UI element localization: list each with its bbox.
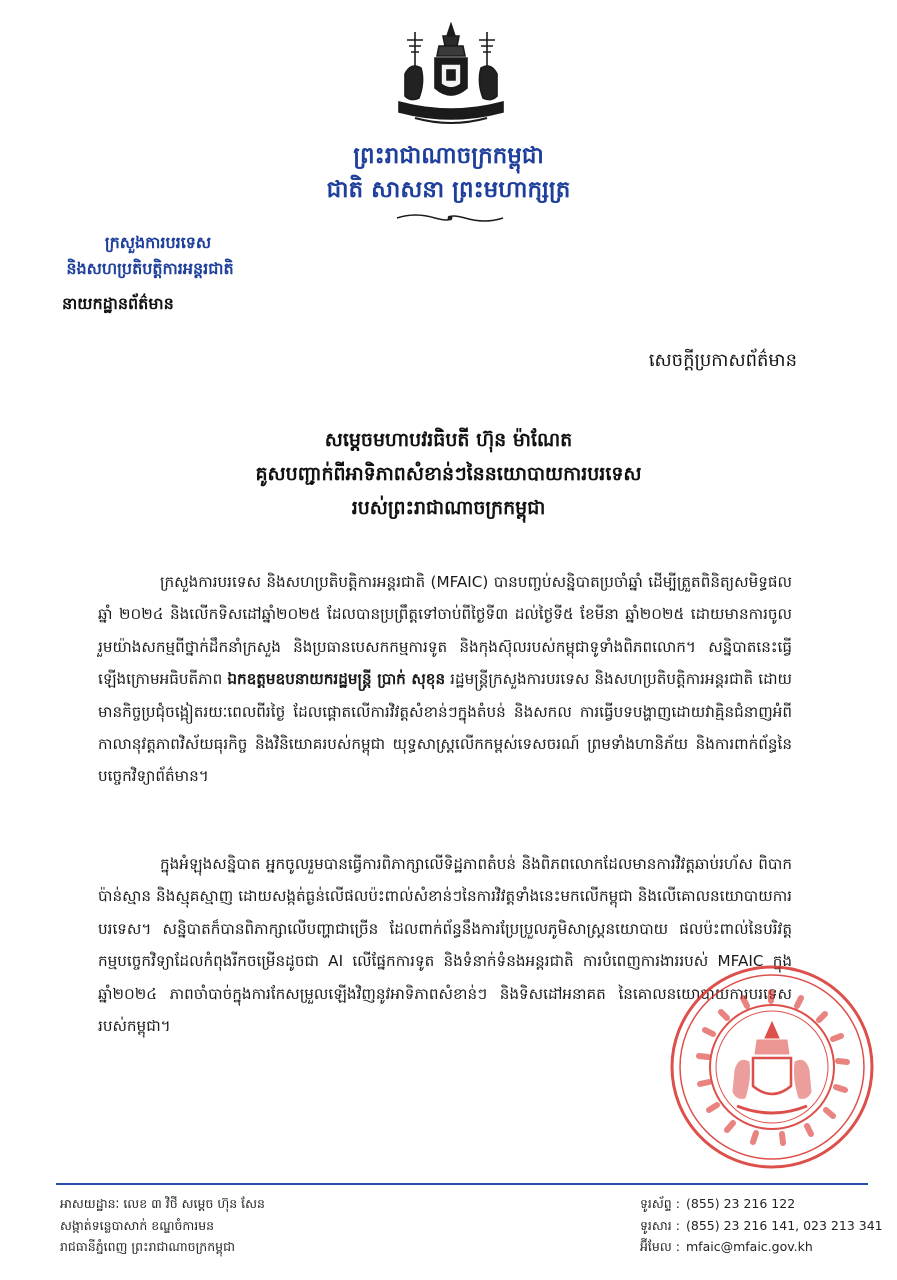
royal-coat-of-arms-icon	[385, 22, 517, 130]
footer-fax	[640, 1218, 883, 1237]
headline-line1: សម្តេចមហាបវរធិបតី ហ៊ុន ម៉ាណែត	[324, 429, 573, 451]
headline-line3: របស់ព្រះរាជាណាចក្រកម្ពុជា	[351, 497, 546, 519]
fax-number: (855) 23 216 141, 023 213 341	[686, 1218, 883, 1233]
headline-line2: គូសបញ្ជាក់ពីអាទិភាពសំខាន់ៗនៃនយោបាយការបរទេស	[255, 463, 642, 485]
ministry-name-line1: ក្រសួងការបរទេស	[104, 233, 212, 252]
ornament-divider-icon	[395, 212, 505, 224]
email-address: mfaic@mfaic.gov.kh	[686, 1239, 813, 1254]
kingdom-title: ព្រះរាជាណាចក្រកម្ពុជា	[353, 143, 544, 169]
body-paragraph-1	[98, 566, 792, 793]
paragraph-1-text-cont: រដ្ឋមន្ត្រីក្រសួងការបរទេស និងសហប្រតិបត្តិការអន្តរជាតិ ដោយមានកិច្ចប្រជុំចង្អៀតរយៈពេលពីរថ្ងៃ ដែលផ្តោតលើការវិវត្តសំខាន់ៗក្នុងតំបន់ និងសកល ការធ្វើបទបង្ហាញដោយវាគ្មិនជំនាញអំពីកាលានុវត្តភាពវិស័យធុរកិច្ច និងវិនិយោគរបស់កម្ពុជា យុទ្ធសាស្ត្រលើកកម្ពស់ទេសចរណ៍ ព្រមទាំងហានិភ័យ និងការពាក់ព័ន្ធនៃបច្ចេកវិទ្យាព័ត៌មាន។	[98, 670, 792, 786]
email-label: អ៊ីមែល :	[640, 1239, 680, 1254]
footer-divider	[56, 1183, 868, 1185]
footer-address-line2: សង្កាត់ទន្លេបាសាក់ ខណ្ឌចំការមន	[60, 1218, 215, 1233]
paragraph-1-bold-name: ឯកឧត្តមឧបនាយករដ្ឋមន្ត្រី ប្រាក់ សុខុន	[227, 670, 446, 689]
footer-email	[640, 1239, 813, 1258]
footer-address-line3: រាជធានីភ្នំពេញ ព្រះរាជាណាចក្រកម្ពុជា	[60, 1239, 235, 1254]
paragraph-1-text: ក្រសួងការបរទេស និងសហប្រតិបត្តិការអន្តរជាតិ (MFAIC) បានបញ្ចប់សន្និបាតប្រចាំឆ្នាំ ដើម្បីត្រួតពិនិត្យសមិទ្ធផលឆ្នាំ ២០២៤ និងលើកទិសដៅឆ្នាំ២០២៥ ដែលបានប្រព្រឹត្តទៅចាប់ពីថ្ងៃទី៣ ដល់ថ្ងៃទី៥ ខែមីនា ឆ្នាំ២០២៥ ដោយមានការចូលរួមយ៉ាងសកម្មពីថ្នាក់ដឹកនាំក្រសួង និងប្រធានបេសកកម្មការទូត និងកុងស៊ុលរបស់កម្ពុជាទូទាំងពិភពលោក។ សន្និបាតនេះធ្វើឡើងក្រោមអធិបតីភាព	[98, 573, 792, 689]
phone-number: (855) 23 216 122	[686, 1196, 796, 1211]
footer-address-line1: អាសយដ្ឋានៈ លេខ ៣ វិថី សម្តេច ហ៊ុន សែន	[60, 1196, 265, 1211]
fax-label: ទូរសារ :	[640, 1218, 680, 1233]
national-motto: ជាតិ សាសនា ព្រះមហាក្សត្រ	[326, 177, 571, 203]
ministry-name-line2: និងសហប្រតិបត្តិការអន្តរជាតិ	[66, 259, 234, 278]
document-type: សេចក្តីប្រកាសព័ត៌មាន	[648, 350, 797, 371]
footer-phone	[640, 1196, 795, 1215]
phone-label: ទូរស័ព្ទ :	[640, 1196, 680, 1211]
body-paragraph-2: ក្នុងអំឡុងសន្និបាត អ្នកចូលរួមបានធ្វើការពិភាក្សាលើទិដ្ឋភាពតំបន់ និងពិភពលោកដែលមានការវិវត្តឆាប់រហ័ស ពិបាកប៉ាន់ស្មាន និងស្មុគស្មាញ ដោយសង្កត់ធ្ងន់លើផលប៉ះពាល់សំខាន់ៗនៃការវិវត្តទាំងនេះមកលើកម្ពុជា និងលើគោលនយោបាយការបរទេស។ សន្និបាតក៏បានពិភាក្សាលើបញ្ហាជាច្រើន ដែលពាក់ព័ន្ធនឹងការប្រែប្រួលភូមិសាស្ត្រនយោបាយ ផលប៉ះពាល់នៃបរិវត្តកម្មបច្ចេកវិទ្យាដែលកំពុងរីកចម្រើនដូចជា AI លើផ្នែកការទូត និងទំនាក់ទំនងអន្តរជាតិ ការបំពេញការងាររបស់ MFAIC ក្នុងឆ្នាំ២០២៤ ភាពចាំបាច់ក្នុងការកែសម្រួលឡើងវិញនូវអាទិភាពសំខាន់ៗ និងទិសដៅអនាគត នៃគោលនយោបាយការបរទេសរបស់កម្ពុជា។	[98, 855, 792, 1036]
official-seal-icon	[665, 960, 880, 1175]
department-name: នាយកដ្ឋានព័ត៌មាន	[62, 294, 174, 313]
